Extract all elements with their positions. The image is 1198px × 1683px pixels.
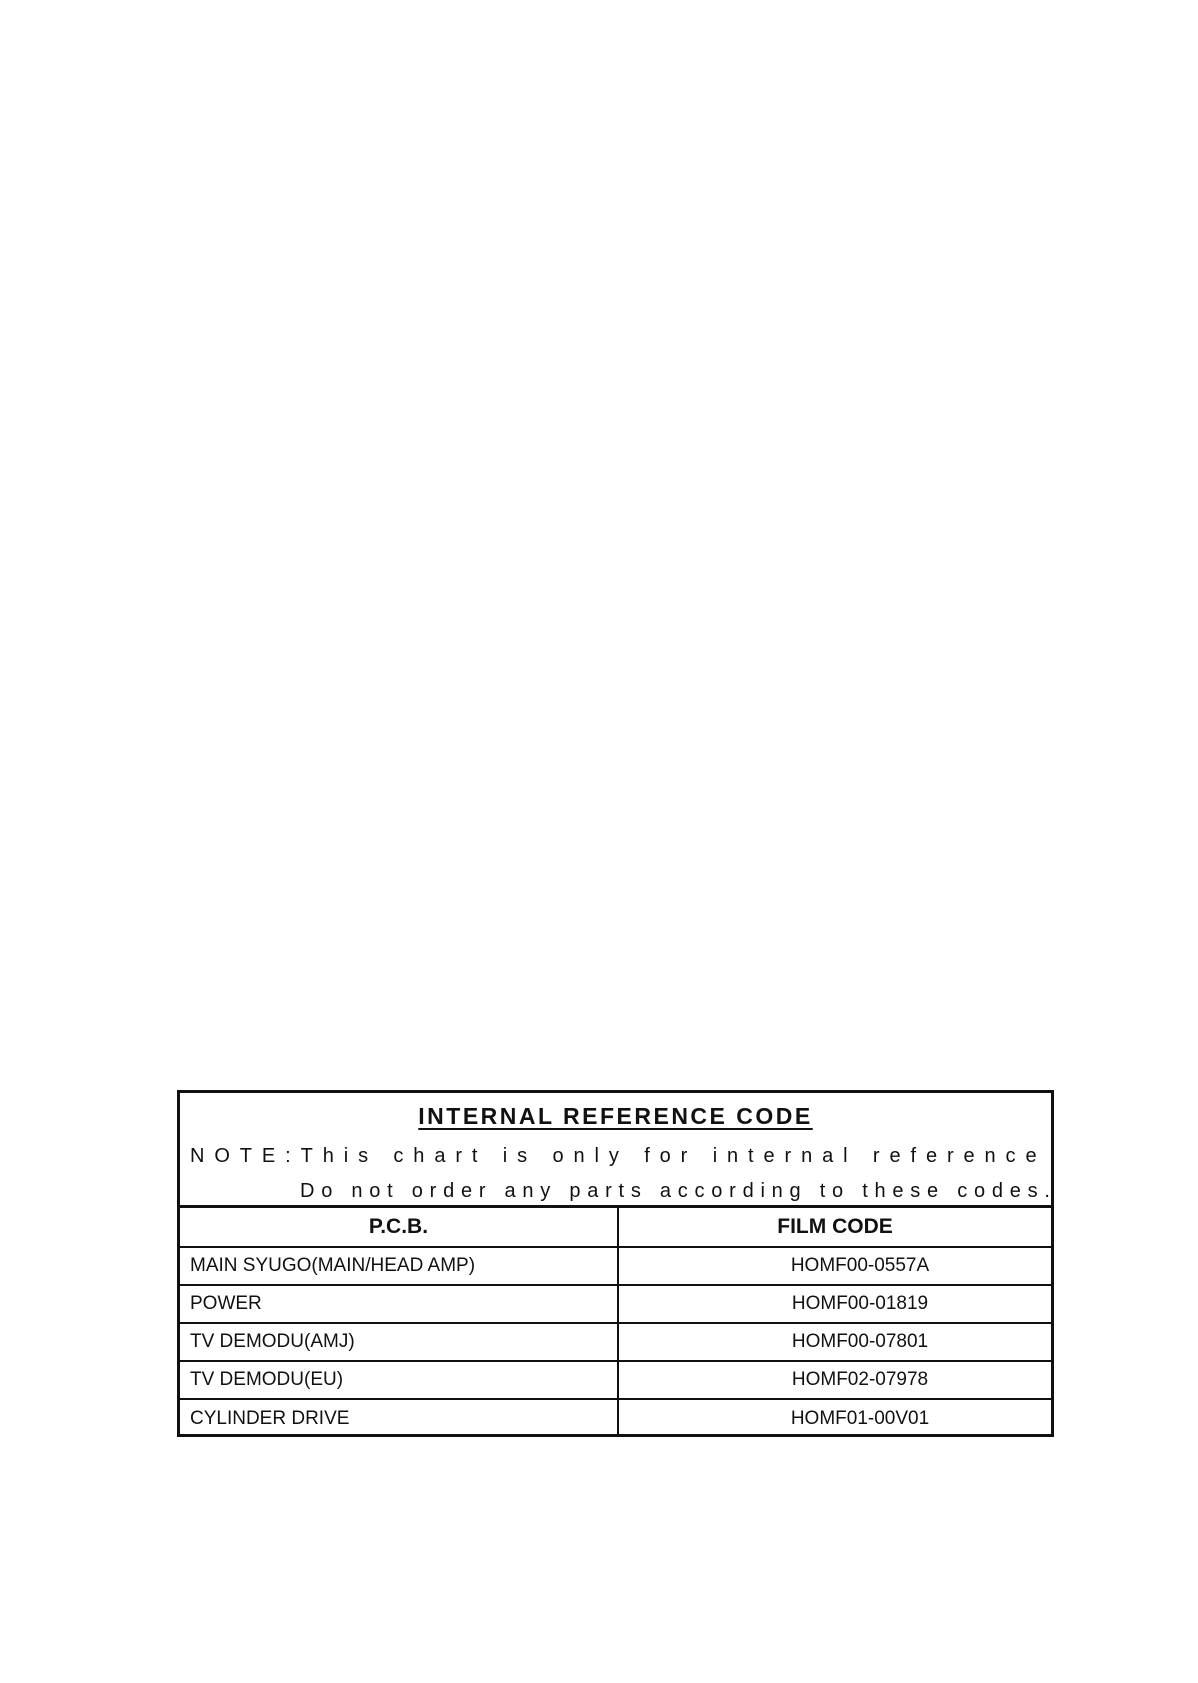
- pcb-cell: POWER: [180, 1285, 618, 1323]
- pcb-cell: MAIN SYUGO(MAIN/HEAD AMP): [180, 1247, 618, 1285]
- internal-reference-box: [177, 1090, 1054, 1437]
- pcb-column-header: P.C.B.: [180, 1208, 618, 1247]
- table-row: [180, 1361, 1051, 1399]
- table-row: [180, 1247, 1051, 1285]
- pcb-cell: TV DEMODU(AMJ): [180, 1323, 618, 1361]
- film-code-cell: HOMF00-0557A: [618, 1247, 1051, 1285]
- film-code-table: [180, 1208, 1051, 1437]
- note-line-1: N O T E : T h i s c h a r t i s o n l y f o r i n t e r n a l r e f e r e n c e: [190, 1145, 1037, 1167]
- table-row: [180, 1323, 1051, 1361]
- table-row: [180, 1399, 1051, 1437]
- table-header-row: [180, 1208, 1051, 1247]
- table-row: [180, 1285, 1051, 1323]
- pcb-cell: CYLINDER DRIVE: [180, 1399, 618, 1437]
- reference-header: [180, 1093, 1051, 1208]
- film-code-cell: HOMF02-07978: [618, 1361, 1051, 1399]
- film-code-cell: HOMF01-00V01: [618, 1399, 1051, 1437]
- film-code-cell: HOMF00-01819: [618, 1285, 1051, 1323]
- film-code-column-header: FILM CODE: [618, 1208, 1051, 1247]
- reference-title: INTERNAL REFERENCE CODE: [418, 1103, 813, 1129]
- note-line-2: D o n o t o r d e r a n y p a r t s a c c o r d i n g t o t h e s e c o d e s .: [300, 1180, 1050, 1202]
- pcb-cell: TV DEMODU(EU): [180, 1361, 618, 1399]
- film-code-cell: HOMF00-07801: [618, 1323, 1051, 1361]
